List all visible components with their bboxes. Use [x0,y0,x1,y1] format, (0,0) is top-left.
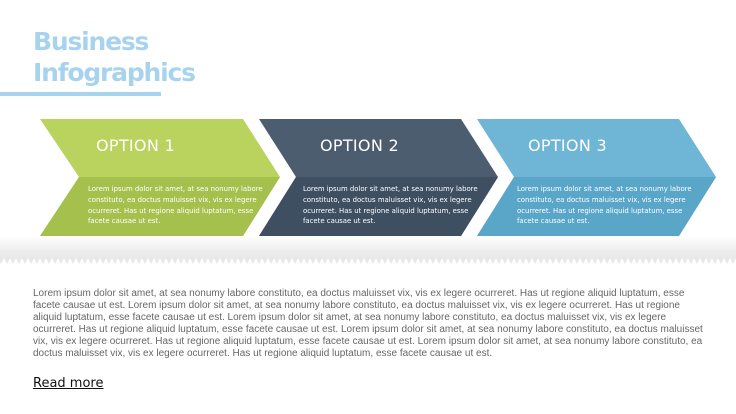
option-1-description: Lorem ipsum dolor sit amet, at sea nonumy labore constituto, ea doctus maluisset vix, vis ex legere ocurreret. Has ut regione aliquid luptatum, esse facete causae ut est. [88,185,263,226]
option-3-description: Lorem ipsum dolor sit amet, at sea nonumy labore constituto, ea doctus maluisset vix, vis ex legere ocurreret. Has ut regione aliquid luptatum, esse facete causae ut est. [517,185,692,226]
option-1-label: OPTION 1 [96,136,175,155]
read-more-link[interactable]: Read more [33,376,104,391]
body-paragraph: Lorem ipsum dolor sit amet, at sea nonumy labore constituto, ea doctus maluisset vix, vis ex legere ocurreret. Has ut regione aliquid luptatum, esse facete causae ut est. Lorem ipsum dolor sit amet, at sea nonumy labore constituto, ea doctus maluisset vix, vis ex legere ocurreret. Has ut regione aliquid luptatum, esse facete causae ut est. Lorem ipsum dolor sit amet, at sea nonumy labore constituto, ea doctus maluisset vix, vis ex legere ocurreret. Has ut regione aliquid luptatum, esse facete causae ut est. Lorem ipsum dolor sit amet, at sea nonumy labore constituto, ea doctus maluisset vix, vis ex legere ocurreret. Has ut regione aliquid luptatum, esse facete causae ut est. Lorem ipsum dolor sit amet, at sea nonumy labore constituto, ea doctus maluisset vix, vis ex legere ocurreret. Has ut regione aliquid luptatum, esse facete causae ut est. [33,288,703,360]
page-title: Business Infographics [33,27,195,87]
option-2-description: Lorem ipsum dolor sit amet, at sea nonumy labore constituto, ea doctus maluisset vix, vis ex legere ocurreret. Has ut regione aliquid luptatum, esse facete causae ut est. [303,185,478,226]
option-3-label: OPTION 3 [528,136,607,155]
zigzag-divider [0,236,736,266]
option-2-label: OPTION 2 [320,136,399,155]
